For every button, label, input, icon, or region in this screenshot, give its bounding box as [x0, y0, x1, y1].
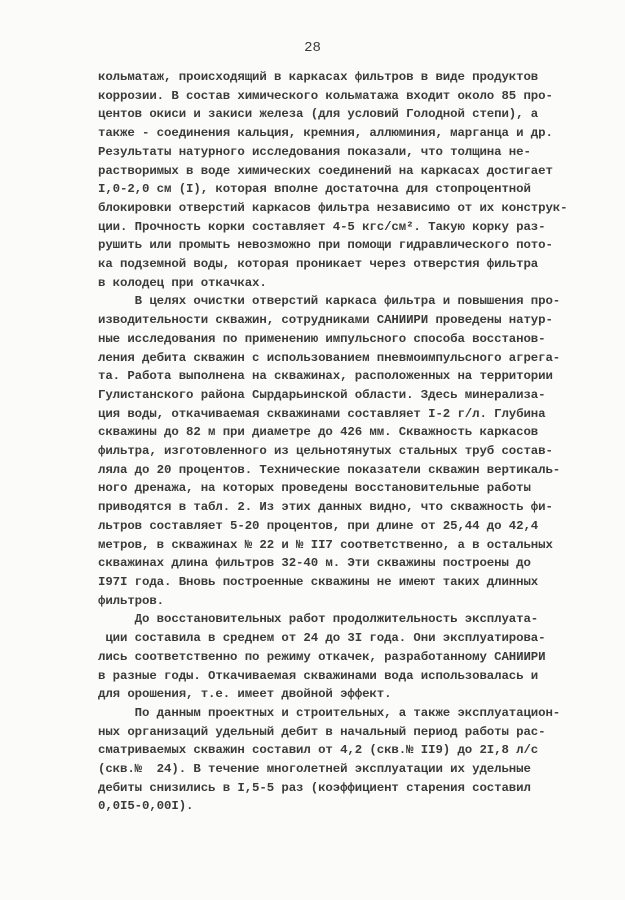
text-line: приводятся в табл. 2. Из этих данных видно, что скважность фи- — [98, 500, 553, 515]
text-line: метров, в скважинах № 22 и № II7 соответственно, а в остальных — [98, 537, 553, 552]
paragraph — [98, 610, 568, 704]
text-line: скважинах длина фильтров 32-40 м. Эти скважины построены до — [98, 556, 531, 571]
text-line: дебиты снизились в I,5-5 раз (коэффициент старения составил — [98, 780, 531, 795]
text-line: та. Работа выполнена на скважинах, расположенных на территории — [98, 369, 553, 384]
text-line: фильтра, изготовленного из цельнотянутых стальных труб состав- — [98, 444, 553, 459]
text-line: центов окиси и закиси железа (для условий Голодной степи), а — [98, 107, 539, 122]
text-line: ных организаций удельный дебит в начальный период работы рас- — [98, 724, 546, 739]
text-line: ления дебита скважин с использованием пневмоимпульсного агрега- — [98, 350, 561, 365]
text-line: ка подземной воды, которая проникает через отверстия фильтра — [98, 257, 539, 272]
text-line: 0,0I5-0,00I). — [98, 799, 194, 814]
text-line: для орошения, т.е. имеет двойной эффект. — [98, 687, 392, 702]
text-line: рушить или промыть невозможно при помощи гидравлического пото- — [98, 238, 553, 253]
paragraph — [98, 292, 568, 610]
text-line: лись соответственно по режиму откачек, разработанному САНИИРИ — [98, 649, 546, 664]
text-line: Результаты натурного исследования показали, что толщина не- — [98, 144, 531, 159]
text-line: скважины до 82 м при диаметре до 426 мм. Скважность каркасов — [98, 425, 539, 440]
text-line: изводительности скважин, сотрудниками САНИИРИ проведены натур- — [98, 313, 553, 328]
page-number: 28 — [304, 40, 321, 56]
text-line: ция воды, откачиваемая скважинами составляет I-2 г/л. Глубина — [98, 406, 546, 421]
text-line: ного дренажа, на которых проведены восстановительные работы — [98, 481, 531, 496]
text-line: растворимых в воде химических соединений на каркасах достигает — [98, 163, 553, 178]
text-line: блокировки отверстий каркасов фильтра независимо от их конструк- — [98, 200, 568, 215]
text-line: в колодец при откачках. — [98, 275, 267, 290]
paragraph — [98, 704, 568, 816]
text-line: ляла до 20 процентов. Технические показатели скважин вертикаль- — [98, 462, 561, 477]
text-line: I97I года. Вновь построенные скважины не имеют таких длинных — [98, 574, 539, 589]
text-line: ные исследования по применению импульсного способа восстанов- — [98, 331, 546, 346]
text-line: сматриваемых скважин составил от 4,2 (скв.№ II9) до 2I,8 л/с — [98, 743, 539, 758]
text-line: также - соединения кальция, кремния, аллюминия, марганца и др. — [98, 126, 553, 141]
text-line: в разные годы. Откачиваемая скважинами вода использовалась и — [98, 668, 539, 683]
text-line: (скв.№ 24). В течение многолетней эксплуатации их удельные — [98, 762, 531, 777]
document-body — [98, 68, 568, 816]
text-line: По данным проектных и строительных, а также эксплуатацион- — [98, 705, 561, 720]
text-line: коррозии. В состав химического кольматажа входит около 85 про- — [98, 88, 553, 103]
text-line: Гулистанского района Сырдарьинской области. Здесь минерализа- — [98, 387, 546, 402]
text-line: льтров составляет 5-20 процентов, при длине от 25,44 до 42,4 — [98, 518, 539, 533]
text-line: ции. Прочность корки составляет 4-5 кгс/см². Такую корку раз- — [98, 219, 546, 234]
paragraph — [98, 68, 568, 292]
text-line: В целях очистки отверстий каркаса фильтра и повышения про- — [98, 294, 561, 309]
text-line: До восстановительных работ продолжительность эксплуата- — [98, 612, 539, 627]
text-line: фильтров. — [98, 593, 165, 608]
text-line: I,0-2,0 см (I), которая вполне достаточна для стопроцентной — [98, 182, 531, 197]
text-line: кольматаж, происходящий в каркасах фильтров в виде продуктов — [98, 70, 539, 84]
text-line: ции составила в среднем от 24 до 3I года. Они эксплуатирова- — [98, 631, 546, 646]
